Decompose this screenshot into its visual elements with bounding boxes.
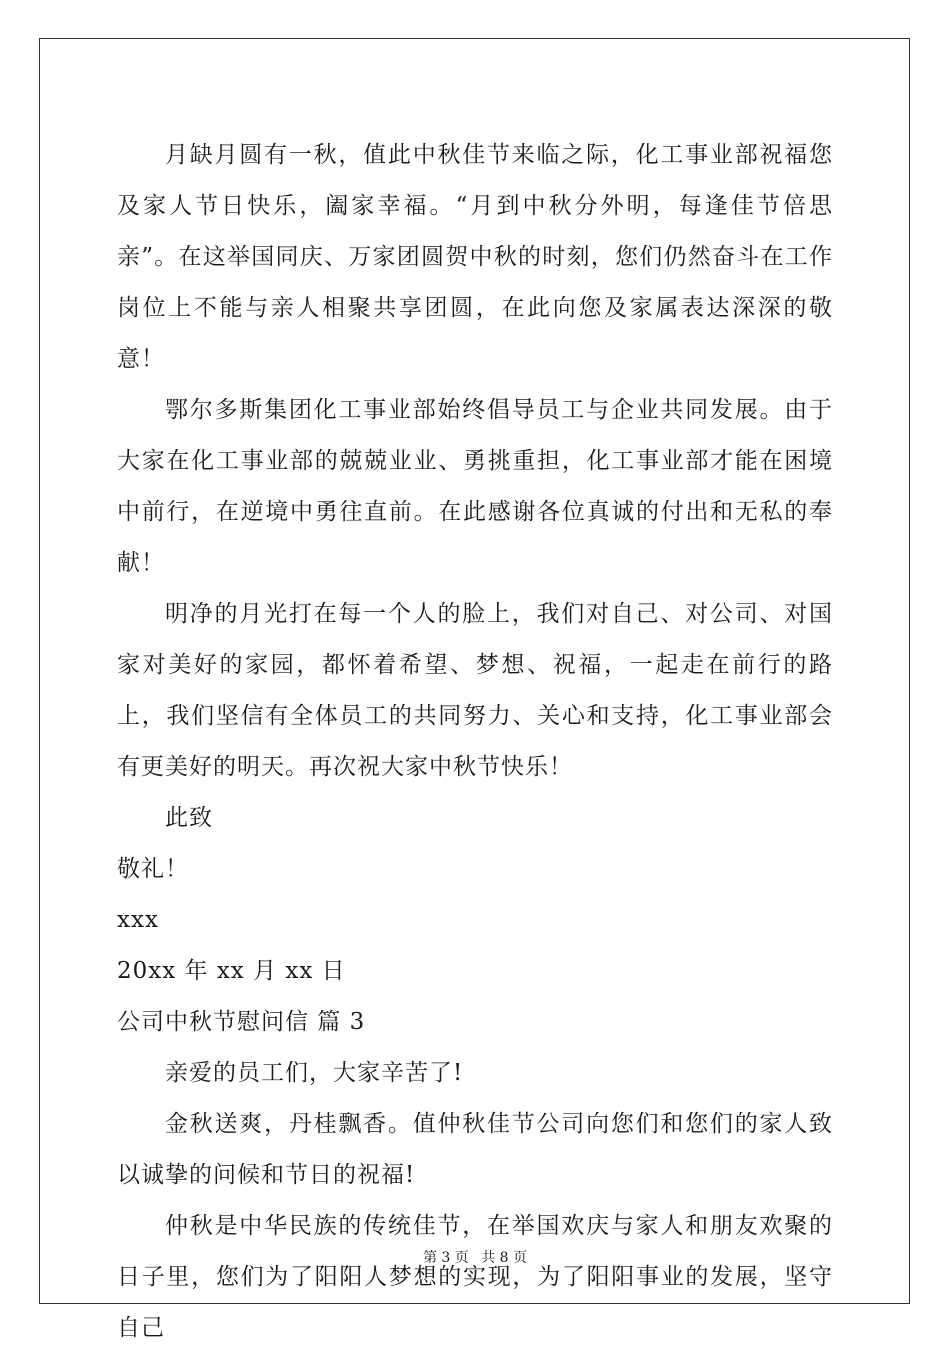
paragraph-4: 金秋送爽，丹桂飘香。值仲秋佳节公司向您们和您们的家人致以诚挚的问候和节日的祝福! [117,1111,833,1188]
signature: xxx [117,907,159,933]
paragraph-3: 明净的月光打在每一个人的脸上，我们对自己、对公司、对国家对美好的家园，都怀着希望、梦想、祝福，一起走在前行的路上，我们坚信有全体员工的共同努力、关心和支持，化工事业部会有更美好的明天。再次祝大家中秋节快乐！ [117,601,833,780]
closing-regards: 敬礼！ [117,856,189,882]
document-body [117,130,833,1354]
section-title: 公司中秋节慰问信 篇 3 [117,1009,366,1035]
closing-salutation: 此致 [165,805,213,831]
paragraph-2: 鄂尔多斯集团化工事业部始终倡导员工与企业共同发展。由于大家在化工事业部的兢兢业业、勇挑重担，化工事业部才能在困境中前行，在逆境中勇往直前。在此感谢各位真诚的付出和无私的奉献！ [117,397,833,576]
page-footer [0,1247,950,1267]
greeting: 亲爱的员工们，大家辛苦了! [165,1060,464,1086]
date-line: 20xx 年 xx 月 xx 日 [117,958,346,984]
paragraph-1: 月缺月圆有一秋，值此中秋佳节来临之际，化工事业部祝福您及家人节日快乐，阖家幸福。“月到中秋分外明，每逢佳节倍思亲”。在这举国同庆、万家团圆贺中秋的时刻，您们仍然奋斗在工作岗位上不能与亲人相聚共享团圆，在此向您及家属表达深深的敬意！ [117,142,833,372]
paragraph-5: 仲秋是中华民族的传统佳节，在举国欢庆与家人和朋友欢聚的日子里，您们为了阳阳人梦想的实现，为了阳阳事业的发展，坚守自己 [117,1213,833,1341]
page-total: 共 8 页 [481,1250,528,1266]
page-number: 第 3 页 [422,1250,469,1266]
